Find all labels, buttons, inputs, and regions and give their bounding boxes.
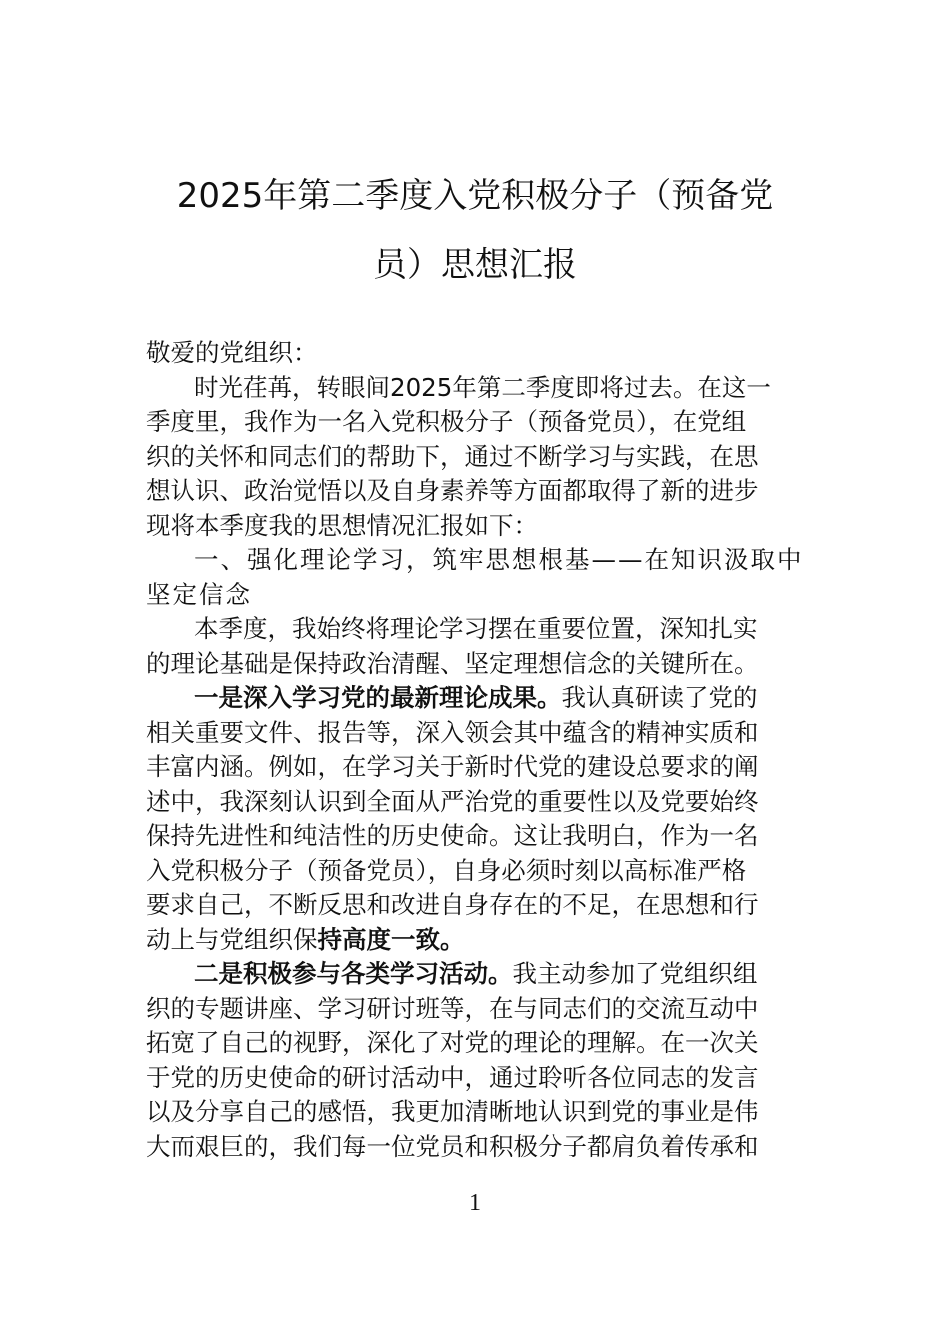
body-line: 织的专题讲座、学习研讨班等，在与同志们的交流互动中 — [146, 993, 759, 1023]
body-line: 保持先进性和纯洁性的历史使命。这让我明白，作为一名 — [146, 821, 759, 850]
body-line: 拓宽了自己的视野，深化了对党的理论的理解。在一次关 — [146, 1028, 759, 1057]
page-number: 1 — [469, 1190, 481, 1216]
body-line: 丰富内涵。例如，在学习关于新时代党的建设总要求的阐 — [146, 752, 759, 781]
body-line: 动上与党组织保 — [146, 924, 318, 954]
body-line: 大而艰巨的，我们每一位党员和积极分子都肩负着传承和 — [146, 1131, 759, 1161]
body-line: 要求自己，不断反思和改进自身存在的不足，在思想和行 — [146, 890, 759, 919]
paragraph-1-last-line — [146, 923, 812, 958]
paragraph-2-first-line — [146, 957, 812, 992]
paragraph-1-first-line — [146, 681, 812, 716]
paragraph-1-lead: 一是深入学习党的最新理论成果。 — [194, 683, 562, 712]
document-title-line-1: 2025年第二季度入党积极分子（预备党 — [176, 176, 774, 216]
body-line: 本季度，我始终将理论学习摆在重要位置，深知扎实 — [194, 614, 758, 643]
body-line: 织的关怀和同志们的帮助下，通过不断学习与实践，在思 — [146, 441, 759, 471]
body-line: 以及分享自己的感悟，我更加清晰地认识到党的事业是伟 — [146, 1097, 759, 1126]
body-line: 相关重要文件、报告等，深入领会其中蕴含的精神实质和 — [146, 717, 759, 747]
paragraph-2-lead: 二是积极参与各类学习活动。 — [194, 959, 513, 988]
document-body — [146, 336, 812, 1164]
paragraph-1-tail: 持高度一致。 — [317, 924, 465, 954]
body-line: 的理论基础是保持政治清醒、坚定理想信念的关键所在。 — [146, 648, 759, 678]
body-line: 述中，我深刻认识到全面从严治党的重要性以及党要始终 — [146, 786, 759, 816]
section-heading-line: 坚定信念 — [146, 579, 252, 609]
document-title-line-2: 员）思想汇报 — [373, 245, 577, 285]
body-line: 时光荏苒，转眼间2025年第二季度即将过去。在这一 — [194, 372, 771, 402]
body-line: 现将本季度我的思想情况汇报如下： — [146, 510, 538, 540]
section-heading-line: 一、强化理论学习，筑牢思想根基——在知识汲取中 — [194, 545, 804, 574]
body-line: 入党积极分子（预备党员），自身必须时刻以高标准严格 — [146, 855, 747, 885]
body-line: 于党的历史使命的研讨活动中，通过聆听各位同志的发言 — [146, 1062, 759, 1092]
greeting: 敬爱的党组织： — [146, 338, 318, 367]
body-line: 季度里，我作为一名入党积极分子（预备党员），在党组 — [146, 407, 747, 436]
body-line: 我主动参加了党组织组 — [512, 959, 758, 988]
body-line: 我认真研读了党的 — [561, 683, 758, 712]
body-line: 想认识、政治觉悟以及自身素养等方面都取得了新的进步 — [146, 476, 759, 505]
